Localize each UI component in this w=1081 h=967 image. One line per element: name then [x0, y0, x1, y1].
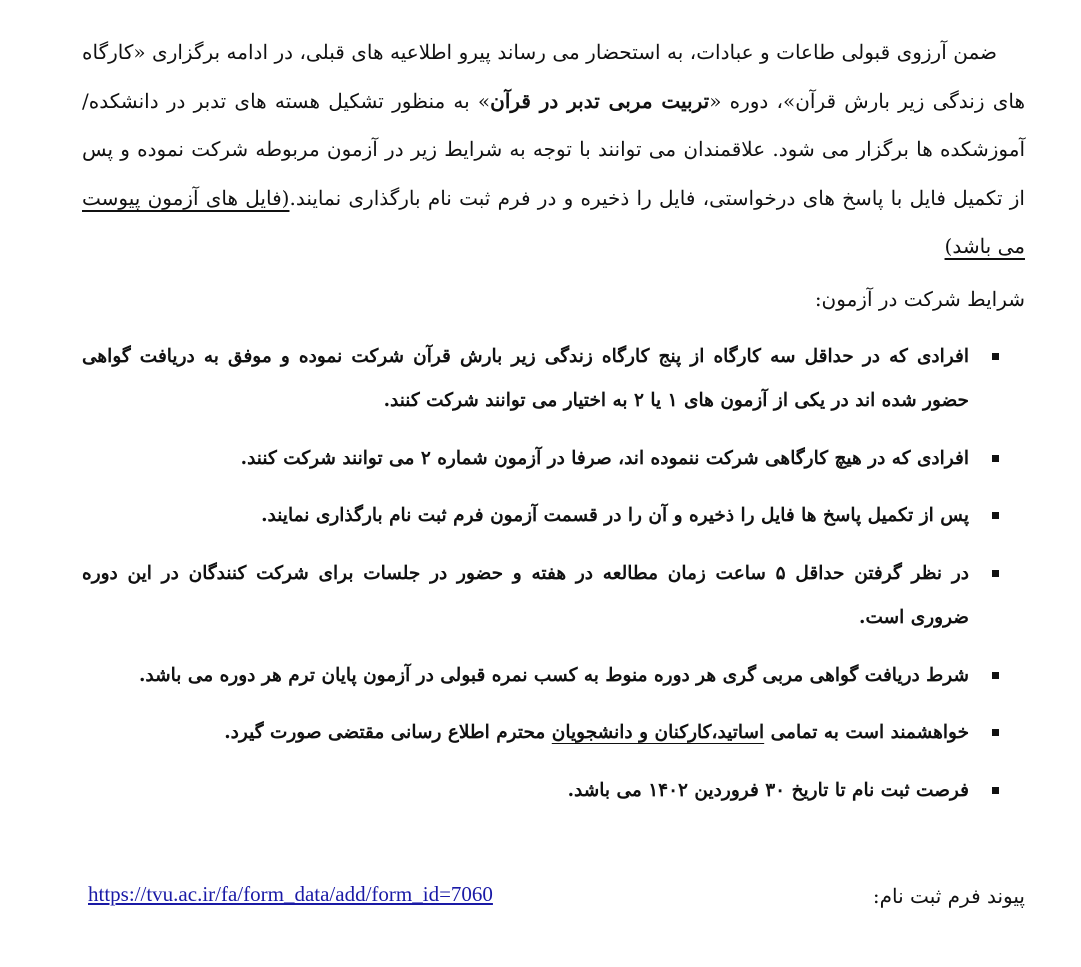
square-bullet-icon [992, 570, 999, 577]
course-name: تربیت مربی تدبر در قرآن [490, 88, 710, 113]
square-bullet-icon [992, 787, 999, 794]
condition-text-after: محترم اطلاع رسانی مقتضی صورت گیرد. [224, 722, 552, 743]
condition-item [82, 552, 1001, 641]
condition-text-before: خواهشمند است به تمامی [764, 722, 969, 743]
conditions-title: شرایط شرکت در آزمون: [814, 286, 1025, 311]
registration-form-row [84, 880, 1025, 920]
condition-item [82, 494, 1001, 539]
square-bullet-icon [992, 672, 999, 679]
intro-text-part2: » به منظور تشکیل هسته های تدبر در دانشکده/آموزشکده ها برگزار می شود. علاقمندان می توانند با توجه به شرایط زیر در آزمون مربوطه شرکت نموده و پس از تکمیل فایل با پاسخ های درخواستی، فایل را ذخیره و در فرم ثبت نام بارگذاری نمایند. [82, 88, 1025, 210]
condition-text: افرادی که در هیچ کارگاهی شرکت ننموده اند، صرفا در آزمون شماره ۲ می توانند شرکت کنند. [240, 447, 969, 469]
condition-item [82, 769, 1001, 814]
intro-paragraph [82, 28, 1025, 271]
condition-text: شرط دریافت گواهی مربی گری هر دوره منوط به کسب نمره قبولی در آزمون پایان ترم هر دوره می باشد. [138, 664, 969, 686]
condition-text: در نظر گرفتن حداقل ۵ ساعت زمان مطالعه در هفته و حضور در جلسات برای شرکت کنندگان در این دوره ضروری است. [82, 562, 969, 628]
condition-item [82, 654, 1001, 699]
condition-underlined-text: اساتید،کارکنان و دانشجویان [551, 722, 765, 743]
square-bullet-icon [992, 353, 999, 360]
condition-text: فرصت ثبت نام تا تاریخ ۳۰ فروردین ۱۴۰۲ می باشد. [567, 779, 969, 801]
registration-form-label: پیوند فرم ثبت نام: [872, 884, 1025, 908]
square-bullet-icon [992, 729, 999, 736]
condition-item [82, 711, 1001, 756]
condition-item [82, 437, 1001, 482]
square-bullet-icon [992, 455, 999, 462]
intro-text-part1: ضمن آرزوی قبولی طاعات و عبادات، به استحضار می رساند پیرو اطلاعیه های قبلی، در ادامه برگزاری «کارگاه های زندگی زیر بارش قرآن»، دوره « [82, 40, 1026, 113]
condition-text: پس از تکمیل پاسخ ها فایل را ذخیره و آن را در قسمت آزمون فرم ثبت نام بارگذاری نمایند. [261, 505, 969, 526]
attachment-note-link[interactable]: (فایل های آزمون پیوست می باشد) [82, 185, 1025, 258]
condition-item [82, 335, 1001, 424]
conditions-list [82, 335, 1025, 814]
square-bullet-icon [992, 512, 999, 519]
registration-form-link[interactable]: https://tvu.ac.ir/fa/form_data/add/form_id=7060 [88, 882, 493, 906]
condition-text: افرادی که در حداقل سه کارگاه از پنج کارگاه زندگی زیر بارش قرآن شرکت نموده و موفق به دریافت گواهی حضور شده اند در یکی از آزمون های ۱ یا ۲ به اختیار می توانند شرکت کنند. [82, 345, 969, 411]
